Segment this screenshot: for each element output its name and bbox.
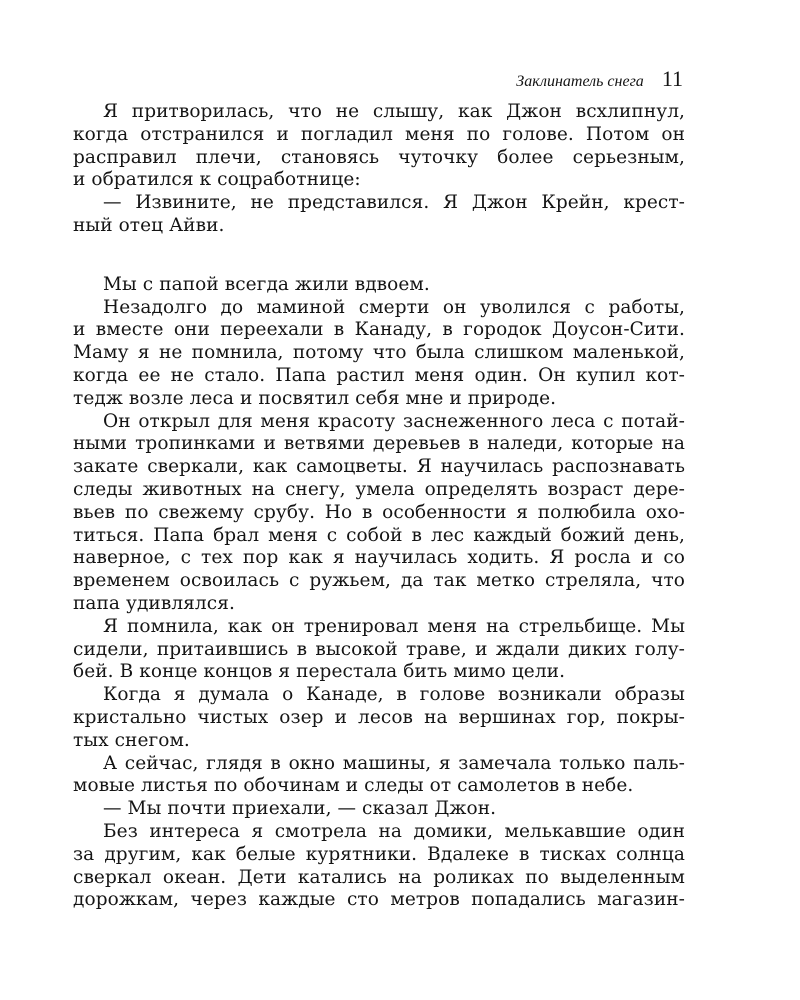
paragraph-3	[73, 274, 685, 297]
text-line: Незадолго до маминой смерти он уволился с работы,	[103, 296, 685, 318]
text-line: Мы с папой всегда жили вдвоем.	[103, 273, 430, 295]
paragraph-2-dialogue	[73, 192, 685, 238]
text-line: когда отстранился и погладил меня по голове. Потом он	[73, 123, 685, 145]
text-line: дорожкам, через каждые сто метров попадались магазин-	[73, 889, 685, 911]
text-line: за другим, как белые курятники. Вдалеке в тисках солнца	[73, 843, 685, 865]
paragraph-10	[73, 821, 685, 912]
text-line: тедж возле леса и посвятил себя мне и природе.	[73, 387, 557, 409]
text-line: Он открыл для меня красоту заснеженного леса с потай-	[103, 410, 685, 432]
running-title: Заклинатель снега	[516, 73, 644, 90]
running-header	[516, 66, 683, 92]
text-line: вьев по свежему срубу. Но в особенности я полюбила охо-	[73, 501, 685, 523]
paragraph-9-dialogue	[73, 798, 685, 821]
section-break	[73, 238, 685, 274]
text-line: расправил плечи, становясь чуточку более серьезным,	[73, 146, 685, 168]
text-line: Я помнила, как он тренировал меня на стрельбище. Мы	[103, 615, 685, 637]
text-line: и вместе они переехали в Канаду, в городок Доусон-Сити.	[73, 319, 685, 341]
text-line: сидели, притаившись в высокой траве, и ждали диких голу-	[73, 638, 685, 660]
text-line: и обратился к соцработнице:	[73, 169, 361, 191]
text-line: мовые листья по обочинам и следы от самолетов в небе.	[73, 775, 634, 797]
text-line: титься. Папа брал меня с собой в лес каждый божий день,	[73, 524, 685, 546]
text-line: следы животных на снегу, умела определять возраст дере-	[73, 478, 685, 500]
text-line: тых снегом.	[73, 729, 190, 751]
page-number: 11	[661, 66, 683, 91]
text-line: кристально чистых озер и лесов на вершинах гор, покры-	[73, 706, 685, 728]
body-text	[73, 101, 685, 912]
text-line: ный отец Айви.	[73, 214, 225, 236]
text-line: папа удивлялся.	[73, 592, 235, 614]
paragraph-1	[73, 101, 685, 192]
text-line: А сейчас, глядя в окно машины, я замечала только паль-	[103, 752, 685, 774]
paragraph-7	[73, 684, 685, 752]
paragraph-8	[73, 753, 685, 799]
text-line: закате сверкали, как самоцветы. Я научилась распознавать	[73, 456, 685, 478]
text-line: сверкал океан. Дети катались на роликах по выделенным	[73, 866, 685, 888]
text-line: Без интереса я смотрела на домики, мелькавшие один	[103, 820, 685, 842]
paragraph-5	[73, 411, 685, 616]
text-line: бей. В конце концов я перестала бить мимо цели.	[73, 661, 566, 683]
text-line: Маму я не помнила, потому что была слишком маленькой,	[73, 342, 685, 364]
text-line: Когда я думала о Канаде, в голове возникали образы	[103, 684, 685, 706]
text-line: когда ее не стало. Папа растил меня один. Он купил кот-	[73, 364, 685, 386]
text-line: ными тропинками и ветвями деревьев в наледи, которые на	[73, 433, 685, 455]
text-line: — Мы почти приехали, — сказал Джон.	[103, 798, 497, 820]
paragraph-6	[73, 616, 685, 684]
paragraph-4	[73, 297, 685, 411]
text-line: наверное, с тех пор как я научилась ходить. Я росла и со	[73, 547, 685, 569]
text-line: временем освоилась с ружьем, да так метко стреляла, что	[73, 570, 685, 592]
text-line: Я притворилась, что не слышу, как Джон всхлипнул,	[103, 101, 685, 122]
text-line: — Извините, не представился. Я Джон Крейн, крест-	[103, 192, 685, 214]
